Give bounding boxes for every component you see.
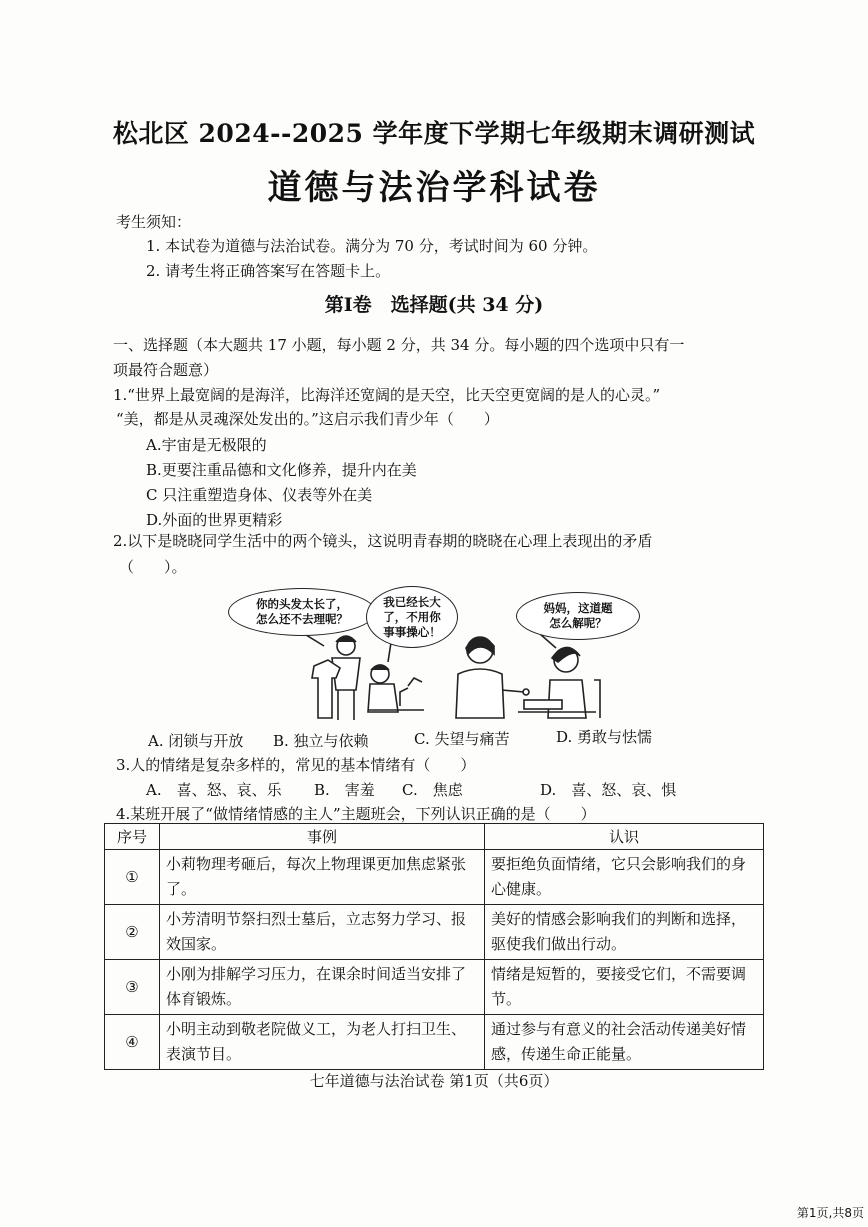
section-title: 第Ⅰ卷 选择题(共 34 分) [324,294,544,316]
speech-bubble-child [366,586,458,648]
q2-option-d: D. 勇敢与怯懦 [556,728,653,746]
q1-option-c: C 只注重塑造身体、仪表等外在美 [146,486,373,504]
q3-option-a: A. 喜、怒、哀、乐 [146,781,282,799]
q2-option-a: A. 闭锁与开放 [148,732,244,750]
q1-option-b: B.更要注重品德和文化修养，提升内在美 [146,461,417,479]
q1-stem: “美，都是从灵魂深处发出的。”这启示我们青少年（ ） [116,410,499,428]
col-header-view: 认识 [485,824,764,850]
q4-stem: 4.某班开展了“做情绪情感的主人”主题班会，下列认识正确的是（ ） [116,805,596,823]
row-view: 美好的情感会影响我们的判断和选择，驱使我们做出行动。 [485,905,764,960]
q3-option-b: B. 害羞 [314,781,375,799]
subject-title: 道德与法治学科试卷 [267,168,601,208]
q3-option-d: D. 喜、怒、哀、惧 [540,781,677,799]
row-view: 情绪是短暂的，要接受它们，不需要调节。 [485,960,764,1015]
table-header-row [105,824,764,850]
row-case: 小刚为排解学习压力，在课余时间适当安排了体育锻炼。 [160,960,485,1015]
q1-option-d: D.外面的世界更精彩 [146,511,283,529]
notice-item: 2. 请考生将正确答案写在答题卡上。 [146,262,391,280]
row-case: 小莉物理考砸后，每次上物理课更加焦虑紧张了。 [160,850,485,905]
intro-line: 一、选择题（本大题共 17 小题，每小题 2 分，共 34 分。每小题的四个选项中只有一 [113,336,685,354]
row-number: ④ [105,1015,160,1070]
table-row [105,1015,764,1070]
col-header-case: 事例 [160,824,485,850]
q2-stem: 2.以下是晓晓同学生活中的两个镜头，这说明青春期的晓晓在心理上表现出的矛盾 [113,532,653,550]
row-view: 要拒绝负面情绪，它只会影响我们的身心健康。 [485,850,764,905]
bubble-text: 妈妈，这道题 怎么解呢？ [543,601,613,630]
bubble-text: 我已经长大 了，不用你 事事操心！ [383,594,441,639]
row-case: 小芳清明节祭扫烈士墓后，立志努力学习、报效国家。 [160,905,485,960]
row-number: ③ [105,960,160,1015]
q4-table [104,823,764,1070]
row-number: ① [105,850,160,905]
q1-option-a: A.宇宙是无极限的 [146,436,267,454]
row-number: ② [105,905,160,960]
table-row [105,905,764,960]
q2-option-c: C. 失望与痛苦 [414,730,510,748]
speech-bubble-question [516,592,640,640]
exam-title: 松北区 2024--2025 学年度下学期七年级期末调研测试 [112,119,756,148]
q2-option-b: B. 独立与依赖 [273,732,369,750]
q3-stem: 3.人的情绪是复杂多样的，常见的基本情绪有（ ） [116,756,476,774]
col-header-no: 序号 [105,824,160,850]
q1-stem: 1.“世界上最宽阔的是海洋，比海洋还宽阔的是天空，比天空更宽阔的是人的心灵。” [113,386,661,404]
q2-comic-illustration [228,582,648,724]
notice-item: 1. 本试卷为道德与法治试卷。满分为 70 分，考试时间为 60 分钟。 [146,237,598,255]
row-case: 小明主动到敬老院做义工，为老人打扫卫生、表演节目。 [160,1015,485,1070]
page-footer: 七年道德与法治试卷 第1页（共6页） [309,1072,559,1090]
notice-label: 考生须知： [116,213,192,231]
table-row [105,850,764,905]
table-row [105,960,764,1015]
row-view: 通过参与有意义的社会活动传递美好情感，传递生命正能量。 [485,1015,764,1070]
speech-bubble-mother [228,588,376,636]
intro-line: 项最符合题意） [113,361,219,379]
bubble-text: 你的头发太长了， 怎么还不去理呢？ [256,597,348,626]
page-indicator: 第1页,共8页 [796,1206,864,1220]
q3-option-c: C. 焦虑 [402,781,463,799]
q2-stem: （ ）。 [119,558,187,576]
